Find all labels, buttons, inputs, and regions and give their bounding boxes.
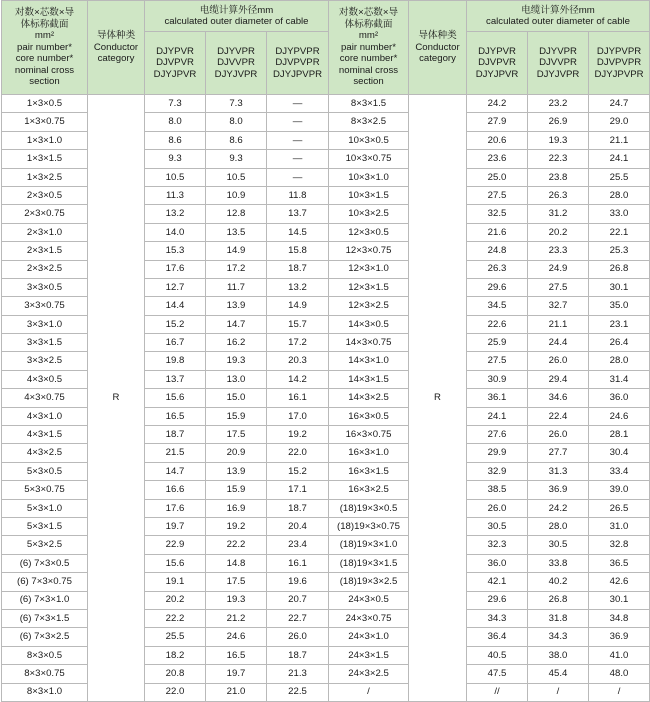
left-dia-pvpr-cell: 14.9 [267, 297, 329, 315]
right-dia-pvr-cell: 24.1 [467, 407, 528, 425]
right-dia-vpr-cell: 31.2 [528, 205, 589, 223]
left-dia-pvpr-cell: 23.4 [267, 536, 329, 554]
left-dia-pvpr-cell: 20.7 [267, 591, 329, 609]
left-size-cell: 4×3×0.5 [2, 370, 88, 388]
left-dia-vpr-cell: 17.5 [206, 426, 267, 444]
left-size-cell: 2×3×1.0 [2, 223, 88, 241]
right-dia-pvr-cell: 20.6 [467, 131, 528, 149]
right-dia-pvpr-cell: / [589, 683, 650, 701]
right-size-cell: (18)19×3×0.5 [329, 499, 409, 517]
right-dia-pvpr-cell: 26.4 [589, 334, 650, 352]
left-size-cell: (6) 7×3×1.5 [2, 609, 88, 627]
left-dia-pvpr-cell: 19.6 [267, 573, 329, 591]
left-dia-vpr-cell: 20.9 [206, 444, 267, 462]
left-dia-pvr-cell: 17.6 [145, 260, 206, 278]
left-dia-pvr-cell: 19.8 [145, 352, 206, 370]
right-dia-pvpr-cell: 32.8 [589, 536, 650, 554]
right-size-cell: 12×3×1.0 [329, 260, 409, 278]
left-dia-pvpr-cell: 20.4 [267, 517, 329, 535]
table-row [2, 95, 650, 113]
right-size-cell: 10×3×1.0 [329, 168, 409, 186]
right-dia-pvr-cell: 26.3 [467, 260, 528, 278]
left-dia-pvr-cell: 15.6 [145, 389, 206, 407]
left-dia-pvpr-cell: — [267, 95, 329, 113]
right-dia-pvpr-cell: 30.4 [589, 444, 650, 462]
header-row-1 [2, 1, 650, 32]
left-dia-pvr-cell: 17.6 [145, 499, 206, 517]
left-dia-pvr-cell: 14.0 [145, 223, 206, 241]
left-dia-pvpr-cell: 14.5 [267, 223, 329, 241]
left-size-cell: 2×3×0.75 [2, 205, 88, 223]
cable-diameter-table [1, 0, 650, 702]
right-dia-pvr-cell: 29.9 [467, 444, 528, 462]
right-dia-pvr-cell: 42.1 [467, 573, 528, 591]
left-dia-vpr-cell: 13.5 [206, 223, 267, 241]
left-size-cell: 4×3×1.0 [2, 407, 88, 425]
left-dia-vpr-cell: 19.3 [206, 352, 267, 370]
left-dia-pvr-cell: 14.4 [145, 297, 206, 315]
right-size-cell: 12×3×2.5 [329, 297, 409, 315]
right-dia-vpr-cell: 33.8 [528, 554, 589, 572]
left-size-cell: 5×3×0.5 [2, 462, 88, 480]
right-dia-pvpr-cell: 25.3 [589, 242, 650, 260]
right-dia-pvpr-cell: 36.0 [589, 389, 650, 407]
left-dia-vpr-cell: 24.6 [206, 628, 267, 646]
left-dia-pvpr-cell: 17.2 [267, 334, 329, 352]
left-dia-pvpr-cell: 14.2 [267, 370, 329, 388]
right-dia-pvpr-cell: 26.8 [589, 260, 650, 278]
left-dia-vpr-cell: 21.2 [206, 609, 267, 627]
model-header: DJYVPR DJVVPR DJYJVPR [528, 32, 589, 95]
right-dia-pvr-cell: 30.5 [467, 517, 528, 535]
left-dia-pvpr-cell: 19.2 [267, 426, 329, 444]
left-dia-pvpr-cell: 15.8 [267, 242, 329, 260]
left-size-cell: (6) 7×3×0.75 [2, 573, 88, 591]
right-dia-pvr-cell: 47.5 [467, 665, 528, 683]
right-size-cell: (18)19×3×0.75 [329, 517, 409, 535]
right-dia-vpr-cell: 23.8 [528, 168, 589, 186]
right-size-cell: 8×3×1.5 [329, 95, 409, 113]
right-size-cell: (18)19×3×1.5 [329, 554, 409, 572]
left-dia-vpr-cell: 13.9 [206, 462, 267, 480]
left-dia-pvpr-cell: 21.3 [267, 665, 329, 683]
right-size-cell: (18)19×3×2.5 [329, 573, 409, 591]
right-dia-pvr-cell: 27.5 [467, 352, 528, 370]
left-size-cell: 4×3×2.5 [2, 444, 88, 462]
left-dia-vpr-cell: 19.7 [206, 665, 267, 683]
left-dia-pvpr-cell: — [267, 168, 329, 186]
left-dia-pvpr-cell: — [267, 150, 329, 168]
right-size-cell: 12×3×0.5 [329, 223, 409, 241]
right-dia-pvpr-cell: 41.0 [589, 646, 650, 664]
left-dia-pvr-cell: 22.0 [145, 683, 206, 701]
left-dia-pvr-cell: 20.8 [145, 665, 206, 683]
right-size-cell: 24×3×1.5 [329, 646, 409, 664]
right-dia-vpr-cell: 28.0 [528, 517, 589, 535]
size-header-right: 对数×芯数×导 体标称截面 mm² pair number* core number* nominal cross section [329, 1, 409, 95]
right-size-cell: 24×3×0.5 [329, 591, 409, 609]
conductor-category-left: R [88, 95, 145, 702]
left-dia-pvpr-cell: 17.1 [267, 481, 329, 499]
right-dia-vpr-cell: 40.2 [528, 573, 589, 591]
left-dia-vpr-cell: 8.6 [206, 131, 267, 149]
right-size-cell: 14×3×0.75 [329, 334, 409, 352]
right-dia-vpr-cell: 24.4 [528, 334, 589, 352]
right-size-cell: / [329, 683, 409, 701]
left-size-cell: 1×3×0.75 [2, 113, 88, 131]
right-dia-pvr-cell: 32.5 [467, 205, 528, 223]
left-dia-pvpr-cell: 17.0 [267, 407, 329, 425]
right-dia-pvr-cell: 27.9 [467, 113, 528, 131]
right-dia-vpr-cell: 21.1 [528, 315, 589, 333]
right-dia-pvr-cell: 40.5 [467, 646, 528, 664]
left-size-cell: 2×3×1.5 [2, 242, 88, 260]
left-dia-vpr-cell: 14.8 [206, 554, 267, 572]
model-header: DJYVPR DJVVPR DJYJVPR [206, 32, 267, 95]
right-dia-vpr-cell: 22.4 [528, 407, 589, 425]
right-size-cell: 12×3×0.75 [329, 242, 409, 260]
left-size-cell: (6) 7×3×0.5 [2, 554, 88, 572]
right-size-cell: 14×3×2.5 [329, 389, 409, 407]
left-dia-vpr-cell: 17.5 [206, 573, 267, 591]
left-dia-pvpr-cell: 15.7 [267, 315, 329, 333]
right-dia-pvr-cell: 22.6 [467, 315, 528, 333]
left-size-cell: (6) 7×3×1.0 [2, 591, 88, 609]
left-size-cell: 5×3×2.5 [2, 536, 88, 554]
left-size-cell: 1×3×2.5 [2, 168, 88, 186]
left-size-cell: 3×3×0.75 [2, 297, 88, 315]
left-dia-vpr-cell: 9.3 [206, 150, 267, 168]
left-dia-pvr-cell: 18.7 [145, 426, 206, 444]
left-dia-pvpr-cell: — [267, 131, 329, 149]
right-size-cell: 14×3×1.0 [329, 352, 409, 370]
left-dia-pvr-cell: 15.2 [145, 315, 206, 333]
left-dia-vpr-cell: 16.5 [206, 646, 267, 664]
right-dia-pvr-cell: 38.5 [467, 481, 528, 499]
left-dia-pvr-cell: 8.0 [145, 113, 206, 131]
left-dia-vpr-cell: 15.9 [206, 481, 267, 499]
right-dia-vpr-cell: 26.8 [528, 591, 589, 609]
table-body [2, 95, 650, 702]
right-dia-vpr-cell: 31.3 [528, 462, 589, 480]
left-dia-pvpr-cell: 18.7 [267, 499, 329, 517]
left-dia-pvr-cell: 12.7 [145, 278, 206, 296]
left-dia-pvr-cell: 11.3 [145, 186, 206, 204]
left-dia-pvpr-cell: — [267, 113, 329, 131]
right-dia-vpr-cell: 27.5 [528, 278, 589, 296]
right-dia-pvr-cell: 34.3 [467, 609, 528, 627]
conductor-category-right: R [409, 95, 467, 702]
right-dia-pvpr-cell: 33.4 [589, 462, 650, 480]
right-dia-pvpr-cell: 30.1 [589, 278, 650, 296]
right-dia-pvr-cell: 36.1 [467, 389, 528, 407]
right-dia-pvpr-cell: 26.5 [589, 499, 650, 517]
right-dia-vpr-cell: 30.5 [528, 536, 589, 554]
left-dia-vpr-cell: 13.0 [206, 370, 267, 388]
left-dia-pvr-cell: 13.2 [145, 205, 206, 223]
right-size-cell: 8×3×2.5 [329, 113, 409, 131]
right-dia-vpr-cell: 27.7 [528, 444, 589, 462]
right-size-cell: 24×3×0.75 [329, 609, 409, 627]
right-dia-pvpr-cell: 29.0 [589, 113, 650, 131]
left-dia-pvpr-cell: 13.7 [267, 205, 329, 223]
left-size-cell: 3×3×1.5 [2, 334, 88, 352]
left-dia-vpr-cell: 7.3 [206, 95, 267, 113]
left-dia-vpr-cell: 16.2 [206, 334, 267, 352]
right-dia-vpr-cell: 24.2 [528, 499, 589, 517]
right-dia-pvpr-cell: 33.0 [589, 205, 650, 223]
right-dia-pvr-cell: 24.2 [467, 95, 528, 113]
right-dia-pvpr-cell: 30.1 [589, 591, 650, 609]
right-dia-pvpr-cell: 28.0 [589, 352, 650, 370]
left-size-cell: 8×3×0.75 [2, 665, 88, 683]
left-dia-pvr-cell: 19.1 [145, 573, 206, 591]
left-dia-pvr-cell: 19.7 [145, 517, 206, 535]
left-size-cell: 8×3×0.5 [2, 646, 88, 664]
left-dia-pvpr-cell: 16.1 [267, 389, 329, 407]
left-size-cell: 3×3×1.0 [2, 315, 88, 333]
left-size-cell: 1×3×1.5 [2, 150, 88, 168]
left-dia-vpr-cell: 8.0 [206, 113, 267, 131]
left-size-cell: 1×3×1.0 [2, 131, 88, 149]
conductor-header-left: 导体种类 Conductor category [88, 1, 145, 95]
right-dia-pvpr-cell: 28.0 [589, 186, 650, 204]
model-header: DJYPVR DJVPVR DJYJPVR [467, 32, 528, 95]
right-dia-vpr-cell: 23.2 [528, 95, 589, 113]
right-dia-pvpr-cell: 35.0 [589, 297, 650, 315]
left-dia-vpr-cell: 10.9 [206, 186, 267, 204]
left-size-cell: 3×3×0.5 [2, 278, 88, 296]
left-dia-pvpr-cell: 13.2 [267, 278, 329, 296]
right-size-cell: 24×3×2.5 [329, 665, 409, 683]
left-dia-pvr-cell: 22.9 [145, 536, 206, 554]
left-dia-pvr-cell: 16.6 [145, 481, 206, 499]
left-dia-pvpr-cell: 18.7 [267, 646, 329, 664]
right-size-cell: 16×3×0.75 [329, 426, 409, 444]
right-dia-vpr-cell: 34.6 [528, 389, 589, 407]
right-size-cell: 24×3×1.0 [329, 628, 409, 646]
right-dia-pvr-cell: 32.9 [467, 462, 528, 480]
right-size-cell: 16×3×0.5 [329, 407, 409, 425]
right-dia-vpr-cell: 24.9 [528, 260, 589, 278]
left-dia-pvr-cell: 9.3 [145, 150, 206, 168]
right-dia-vpr-cell: 26.0 [528, 426, 589, 444]
model-header: DJYPVPR DJVPVPR DJYJPVPR [267, 32, 329, 95]
right-size-cell: 16×3×2.5 [329, 481, 409, 499]
left-dia-vpr-cell: 15.9 [206, 407, 267, 425]
left-size-cell: 3×3×2.5 [2, 352, 88, 370]
right-dia-vpr-cell: 38.0 [528, 646, 589, 664]
right-dia-vpr-cell: / [528, 683, 589, 701]
right-dia-vpr-cell: 26.9 [528, 113, 589, 131]
left-dia-vpr-cell: 12.8 [206, 205, 267, 223]
diameter-header-right: 电缆计算外径mm calculated outer diameter of cable [467, 1, 650, 32]
left-size-cell: 2×3×0.5 [2, 186, 88, 204]
left-dia-vpr-cell: 14.7 [206, 315, 267, 333]
right-dia-pvpr-cell: 28.1 [589, 426, 650, 444]
left-size-cell: 5×3×1.0 [2, 499, 88, 517]
right-dia-vpr-cell: 45.4 [528, 665, 589, 683]
left-dia-pvr-cell: 14.7 [145, 462, 206, 480]
left-dia-pvpr-cell: 16.1 [267, 554, 329, 572]
right-dia-vpr-cell: 32.7 [528, 297, 589, 315]
right-dia-pvr-cell: 23.6 [467, 150, 528, 168]
left-dia-vpr-cell: 17.2 [206, 260, 267, 278]
right-dia-pvr-cell: 29.6 [467, 591, 528, 609]
right-dia-pvpr-cell: 31.0 [589, 517, 650, 535]
right-dia-pvpr-cell: 31.4 [589, 370, 650, 388]
left-dia-vpr-cell: 19.2 [206, 517, 267, 535]
right-size-cell: 10×3×2.5 [329, 205, 409, 223]
right-dia-vpr-cell: 36.9 [528, 481, 589, 499]
right-size-cell: 10×3×0.75 [329, 150, 409, 168]
left-dia-pvr-cell: 16.5 [145, 407, 206, 425]
left-dia-vpr-cell: 10.5 [206, 168, 267, 186]
conductor-header-right: 导体种类 Conductor category [409, 1, 467, 95]
right-dia-vpr-cell: 26.3 [528, 186, 589, 204]
right-dia-pvr-cell: 34.5 [467, 297, 528, 315]
left-dia-pvpr-cell: 22.0 [267, 444, 329, 462]
left-dia-vpr-cell: 19.3 [206, 591, 267, 609]
right-dia-pvpr-cell: 42.6 [589, 573, 650, 591]
left-dia-pvr-cell: 18.2 [145, 646, 206, 664]
left-dia-vpr-cell: 11.7 [206, 278, 267, 296]
left-dia-pvr-cell: 16.7 [145, 334, 206, 352]
right-dia-pvpr-cell: 24.7 [589, 95, 650, 113]
right-dia-vpr-cell: 22.3 [528, 150, 589, 168]
left-dia-pvr-cell: 13.7 [145, 370, 206, 388]
right-dia-pvpr-cell: 36.5 [589, 554, 650, 572]
left-dia-pvr-cell: 22.2 [145, 609, 206, 627]
left-dia-pvr-cell: 8.6 [145, 131, 206, 149]
left-dia-vpr-cell: 15.0 [206, 389, 267, 407]
right-dia-pvpr-cell: 36.9 [589, 628, 650, 646]
right-dia-pvpr-cell: 23.1 [589, 315, 650, 333]
right-dia-pvr-cell: 32.3 [467, 536, 528, 554]
diameter-header-left: 电缆计算外径mm calculated outer diameter of cable [145, 1, 329, 32]
right-dia-pvpr-cell: 22.1 [589, 223, 650, 241]
right-dia-pvpr-cell: 25.5 [589, 168, 650, 186]
left-dia-pvr-cell: 7.3 [145, 95, 206, 113]
left-dia-pvpr-cell: 26.0 [267, 628, 329, 646]
right-size-cell: 10×3×1.5 [329, 186, 409, 204]
right-dia-pvr-cell: 26.0 [467, 499, 528, 517]
model-header: DJYPVPR DJVPVPR DJYJPVPR [589, 32, 650, 95]
right-size-cell: 16×3×1.5 [329, 462, 409, 480]
left-dia-pvpr-cell: 18.7 [267, 260, 329, 278]
right-dia-pvr-cell: 36.4 [467, 628, 528, 646]
left-dia-pvr-cell: 10.5 [145, 168, 206, 186]
right-dia-pvpr-cell: 39.0 [589, 481, 650, 499]
left-dia-pvpr-cell: 22.5 [267, 683, 329, 701]
left-size-cell: 8×3×1.0 [2, 683, 88, 701]
right-dia-vpr-cell: 31.8 [528, 609, 589, 627]
left-dia-vpr-cell: 13.9 [206, 297, 267, 315]
right-dia-pvr-cell: 25.0 [467, 168, 528, 186]
left-size-cell: 5×3×0.75 [2, 481, 88, 499]
left-dia-pvr-cell: 20.2 [145, 591, 206, 609]
right-dia-vpr-cell: 20.2 [528, 223, 589, 241]
left-dia-vpr-cell: 16.9 [206, 499, 267, 517]
right-dia-pvpr-cell: 24.6 [589, 407, 650, 425]
right-dia-pvr-cell: 27.5 [467, 186, 528, 204]
left-dia-pvr-cell: 15.6 [145, 554, 206, 572]
right-size-cell: (18)19×3×1.0 [329, 536, 409, 554]
right-dia-vpr-cell: 23.3 [528, 242, 589, 260]
right-dia-vpr-cell: 26.0 [528, 352, 589, 370]
right-dia-vpr-cell: 19.3 [528, 131, 589, 149]
right-dia-pvr-cell: 36.0 [467, 554, 528, 572]
left-dia-vpr-cell: 14.9 [206, 242, 267, 260]
left-size-cell: (6) 7×3×2.5 [2, 628, 88, 646]
right-dia-pvr-cell: 24.8 [467, 242, 528, 260]
size-header-left: 对数×芯数×导 体标称截面 mm² pair number* core number* nominal cross section [2, 1, 88, 95]
right-dia-pvr-cell: 27.6 [467, 426, 528, 444]
right-dia-pvpr-cell: 21.1 [589, 131, 650, 149]
model-header: DJYPVR DJVPVR DJYJPVR [145, 32, 206, 95]
left-size-cell: 2×3×2.5 [2, 260, 88, 278]
right-dia-pvr-cell: // [467, 683, 528, 701]
right-size-cell: 14×3×0.5 [329, 315, 409, 333]
right-size-cell: 12×3×1.5 [329, 278, 409, 296]
left-dia-pvr-cell: 25.5 [145, 628, 206, 646]
right-dia-vpr-cell: 34.3 [528, 628, 589, 646]
left-dia-pvr-cell: 15.3 [145, 242, 206, 260]
right-size-cell: 16×3×1.0 [329, 444, 409, 462]
right-dia-pvr-cell: 29.6 [467, 278, 528, 296]
left-dia-vpr-cell: 22.2 [206, 536, 267, 554]
left-size-cell: 5×3×1.5 [2, 517, 88, 535]
left-dia-vpr-cell: 21.0 [206, 683, 267, 701]
right-dia-pvpr-cell: 48.0 [589, 665, 650, 683]
left-dia-pvpr-cell: 11.8 [267, 186, 329, 204]
right-size-cell: 10×3×0.5 [329, 131, 409, 149]
left-dia-pvr-cell: 21.5 [145, 444, 206, 462]
left-size-cell: 4×3×0.75 [2, 389, 88, 407]
left-dia-pvpr-cell: 22.7 [267, 609, 329, 627]
left-dia-pvpr-cell: 15.2 [267, 462, 329, 480]
right-dia-pvr-cell: 30.9 [467, 370, 528, 388]
right-dia-vpr-cell: 29.4 [528, 370, 589, 388]
right-size-cell: 14×3×1.5 [329, 370, 409, 388]
right-dia-pvr-cell: 21.6 [467, 223, 528, 241]
right-dia-pvpr-cell: 34.8 [589, 609, 650, 627]
left-dia-pvpr-cell: 20.3 [267, 352, 329, 370]
right-dia-pvpr-cell: 24.1 [589, 150, 650, 168]
right-dia-pvr-cell: 25.9 [467, 334, 528, 352]
left-size-cell: 4×3×1.5 [2, 426, 88, 444]
left-size-cell: 1×3×0.5 [2, 95, 88, 113]
